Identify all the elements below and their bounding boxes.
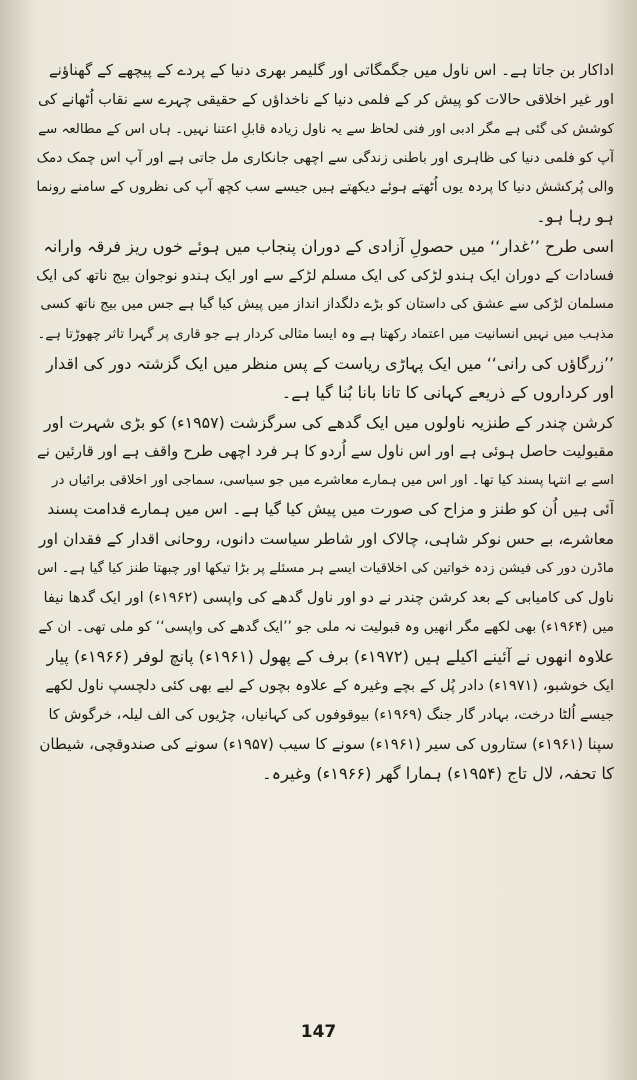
- text-line: ایک خوشبو، (۱۹۷۱ء) دادر پُل کے بچے وغیرہ کے علاوہ بچوں کے لیے بھی کئی دلچسپ ناول لکھے: [45, 677, 614, 695]
- text-line: اداکار بن جاتا ہے۔ اس ناول میں جگمگاتی اور گلیمر بھری دنیا کے پردے کے پیچھے کے گھناؤنے: [48, 61, 614, 79]
- text-line: معاشرے، بے حس نوکر شاہی، چالاک اور شاطر سیاست دانوں، روحانی اقدار کے فقدان اور: [38, 529, 614, 548]
- text-line: ماڈرن دور کی فیشن زدہ خواتین کی اخلاقیات ایسے ہر مسئلے پر بڑا تیکھا اور چبھتا طنز کیا گیا ہے۔ اس: [37, 561, 614, 577]
- text-line: کرشن چندر کے طنزیہ ناولوں میں ایک گدھے کی سرگزشت (۱۹۵۷ء) کو بڑی شہرت اور: [44, 412, 614, 432]
- text-line: ہو رہا ہو۔: [536, 207, 614, 227]
- text-line: سپنا (۱۹۶۱ء) ستاروں کی سیر (۱۹۶۱ء) سونے کا سیب (۱۹۵۷ء) سونے کی صندوقچی، شیطان: [39, 734, 614, 753]
- text-line: علاوہ انھوں نے آئینے اکیلے ہیں (۱۹۷۲ء) برف کے پھول (۱۹۶۱ء) پانچ لوفر (۱۹۶۶ء) پیار: [46, 646, 614, 666]
- text-line: کا تحفہ، لال تاج (۱۹۵۴ء) ہمارا گھر (۱۹۶۶ء) وغیرہ۔: [262, 764, 614, 784]
- text-line: اور کرداروں کے ذریعے کہانی کا تانا بانا بُنا گیا ہے۔: [281, 383, 614, 403]
- text-line: مسلمان لڑکی سے عشق کی داستان کو بڑے دلگداز انداز میں پیش کیا گیا ہے جس میں بیج ناتھ کسی: [40, 296, 614, 313]
- text-line: اسی طرح ’’غدار‘‘ میں حصولِ آزادی کے دوران پنجاب میں ہوئے خوں ریز فرقہ وارانہ: [43, 236, 614, 256]
- text-line: آئی ہیں اُن کو طنز و مزاح کی صورت میں پیش کیا گیا ہے۔ اس میں ہمارے قدامت پسند: [47, 500, 614, 519]
- text-line: والی پُرکشش دنیا کا پردہ یوں اُٹھتے ہوئے دیکھتے ہیں جیسے سب کچھ آپ کی نظروں کے سامنے رونما: [36, 179, 614, 196]
- paragraph-zargaon: [36, 349, 614, 408]
- text-line: کوشش کی گئی ہے مگر ادبی اور فنی لحاظ سے یہ ناول زیادہ قابلِ اعتنا نہیں۔ ہاں اس کے مطالعہ سے: [38, 121, 614, 137]
- body-text: [36, 56, 614, 788]
- text-line: مذہب میں نہیں انسانیت میں اعتماد رکھتا ہے وہ ایسا مثالی کردار ہے جو قاری پر گہرا تاثر چھوڑتا ہے۔: [37, 326, 614, 342]
- page-number: 147: [300, 1022, 337, 1042]
- text-line: جیسے اُلٹا درخت، بہادر گار جنگ (۱۹۶۹ء) بیوقوفوں کی کہانیاں، چڑیوں کی الف لیلہ، خرگوش کا: [48, 706, 614, 723]
- text-line: اسے بے انتہا پسند کیا تھا۔ اور اس میں ہمارے معاشرے میں جو سیاسی، سماجی اور اخلاقی برائیاں در: [51, 473, 614, 489]
- text-line: فسادات کے دوران ایک ہندو لڑکی کی ایک مسلم لڑکے سے اور ایک ہندو نوجوان بیج ناتھ کی ایک: [36, 267, 614, 285]
- text-line: اور غیر اخلاقی حالات کو پیش کر کے فلمی دنیا کے ناخداؤں کے حقیقی چہرے سے نقاب اُٹھانے کی: [37, 91, 614, 109]
- paragraph-satirical-novels: [36, 408, 614, 789]
- text-line: میں (۱۹۶۴ء) بھی لکھے مگر انھیں وہ قبولیت نہ ملی جو ’’ایک گدھے کی واپسی‘‘ کو ملی تھی۔ ان کے: [38, 618, 614, 635]
- paragraph-film-novel: [36, 56, 614, 232]
- text-line: ناول کی کامیابی کے بعد کرشن چندر نے دو اور ناول گدھے کی واپسی (۱۹۶۲ء) اور ایک گدھا نیفا: [43, 589, 614, 607]
- paragraph-ghaddar: [36, 232, 614, 349]
- text-line: ’’زرگاؤں کی رانی‘‘ میں ایک پہاڑی ریاست کے پس منظر میں ایک گزشتہ دور کی اقدار: [46, 353, 614, 373]
- text-line: آپ کو فلمی دنیا کی ظاہری اور باطنی زندگی سے اچھی جانکاری مل جاتی ہے اور آپ اس چمک دمک: [36, 149, 614, 166]
- text-line: مقبولیت حاصل ہوئی ہے اور اس ناول سے اُردو کا ہر فرد اچھی طرح واقف ہے اور قارئین نے: [36, 441, 614, 460]
